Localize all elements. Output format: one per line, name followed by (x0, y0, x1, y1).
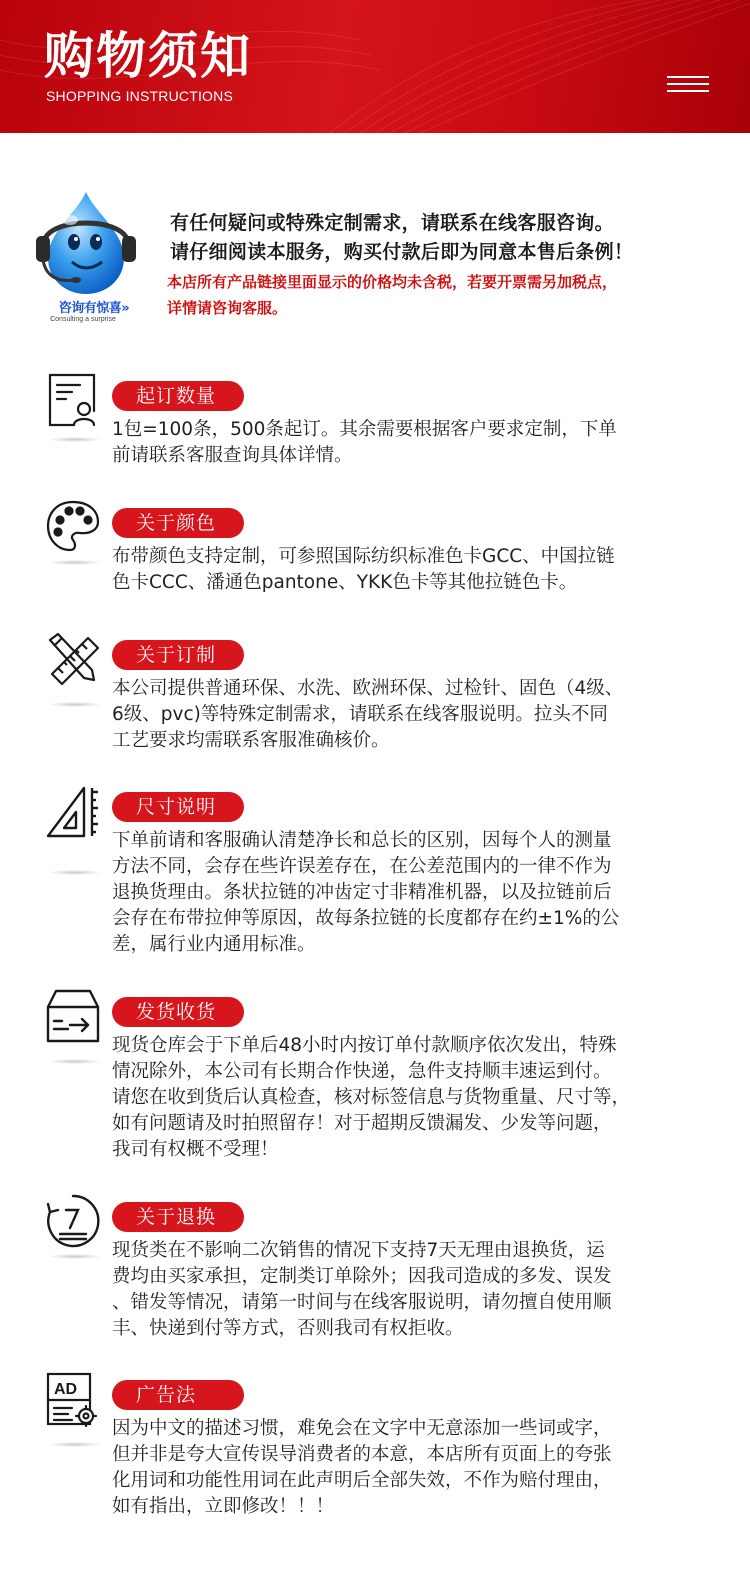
section-tag: 关于退换 (112, 1202, 244, 1232)
icon-shadow (48, 1059, 102, 1064)
set-square-icon (44, 782, 102, 840)
document-user-icon (44, 371, 102, 429)
icon-shadow (48, 702, 102, 707)
section-tag: 关于颜色 (112, 508, 244, 538)
tax-notice: 本店所有产品链接里面显示的价格均未含税，若要开票需另加税点， 详情请咨询客服。 (167, 273, 618, 317)
section-tag: 关于订制 (112, 640, 244, 670)
pencil-ruler-icon (44, 630, 102, 688)
section-body: 现货类在不影响二次销售的情况下支持7天无理由退换货，运 费均由买家承担，定制类订单除外；因我司造成的多发、误发 、错发等情况，请第一时间与在线客服说明，请勿擅自使用顺 丰、快递到付等方式，否则我司有权拒收。 (112, 1240, 612, 1339)
icon-shadow (48, 1254, 102, 1259)
icon-shadow (48, 870, 102, 875)
seven-day-return-icon (44, 1192, 102, 1250)
shipping-box-icon (44, 987, 102, 1045)
section-body: 布带颜色支持定制，可参照国际纺织标准色卡GCC、中国拉链 色卡CCC、潘通色pantone、YKK色卡等其他拉链色卡。 (112, 546, 615, 593)
ad-settings-icon (44, 1370, 102, 1428)
intro-contact-line: 有任何疑问或特殊定制需求，请联系在线客服咨询。 (170, 212, 614, 234)
section-tag: 广告法 (112, 1380, 244, 1410)
section-body: 因为中文的描述习惯，难免会在文字中无意添加一些词或字， 但并非是夸大宣传误导消费者的本意，本店所有页面上的夸张 化用词和功能性用词在此声明后全部失效，不作为赔付理由， 如有指出，立即修改！！！ (112, 1418, 612, 1517)
page-header (0, 0, 750, 133)
section-tag: 尺寸说明 (112, 792, 244, 822)
consult-caption-en: Consulting a surprise (50, 316, 116, 323)
section-body: 本公司提供普通环保、水洗、欧洲环保、过检针、固色（4级、 6级、pvc)等特殊定制需求，请联系在线客服说明。拉头不同 工艺要求均需联系客服准确核价。 (112, 678, 624, 751)
section-body: 下单前请和客服确认清楚净长和总长的区别，因每个人的测量 方法不同，会存在些许误差存在，在公差范围内的一律不作为 退换货理由。条状拉链的冲齿定寸非精准机器，以及拉链前后 会存在布带拉伸等原因，故每条拉链的长度都存在约±1%的公 差，属行业内通用标准。 (112, 830, 620, 955)
icon-shadow (48, 560, 102, 565)
icon-shadow (48, 1442, 102, 1447)
hamburger-menu-icon[interactable] (667, 76, 709, 92)
palette-icon (44, 498, 102, 556)
page-title: 购物须知 (44, 27, 252, 85)
page-subtitle: SHOPPING INSTRUCTIONS (46, 88, 233, 104)
intro-block (0, 186, 750, 336)
section-tag: 起订数量 (112, 381, 244, 411)
intro-agreement-line: 请仔细阅读本服务，购买付款后即为同意本售后条例！ (170, 241, 634, 263)
section-body: 现货仓库会于下单后48小时内按订单付款顺序依次发出，特殊 情况除外，本公司有长期合作快递，急件支持顺丰速运到付。 请您在收到货后认真检查，核对标签信息与货物重量、尺寸等， 如有问题请及时拍照留存！对于超期反馈漏发、少发等问题， 我司有权概不受理！ (112, 1035, 631, 1160)
section-body: 1包=100条，500条起订。其余需要根据客户要求定制，下单 前请联系客服查询具体详情。 (112, 419, 617, 466)
section-tag: 发货收货 (112, 997, 244, 1027)
consult-caption: 咨询有惊喜» (58, 301, 130, 316)
customer-service-droplet-icon (30, 186, 142, 298)
svg-text:AD: AD (54, 1381, 78, 1398)
icon-shadow (48, 437, 102, 442)
